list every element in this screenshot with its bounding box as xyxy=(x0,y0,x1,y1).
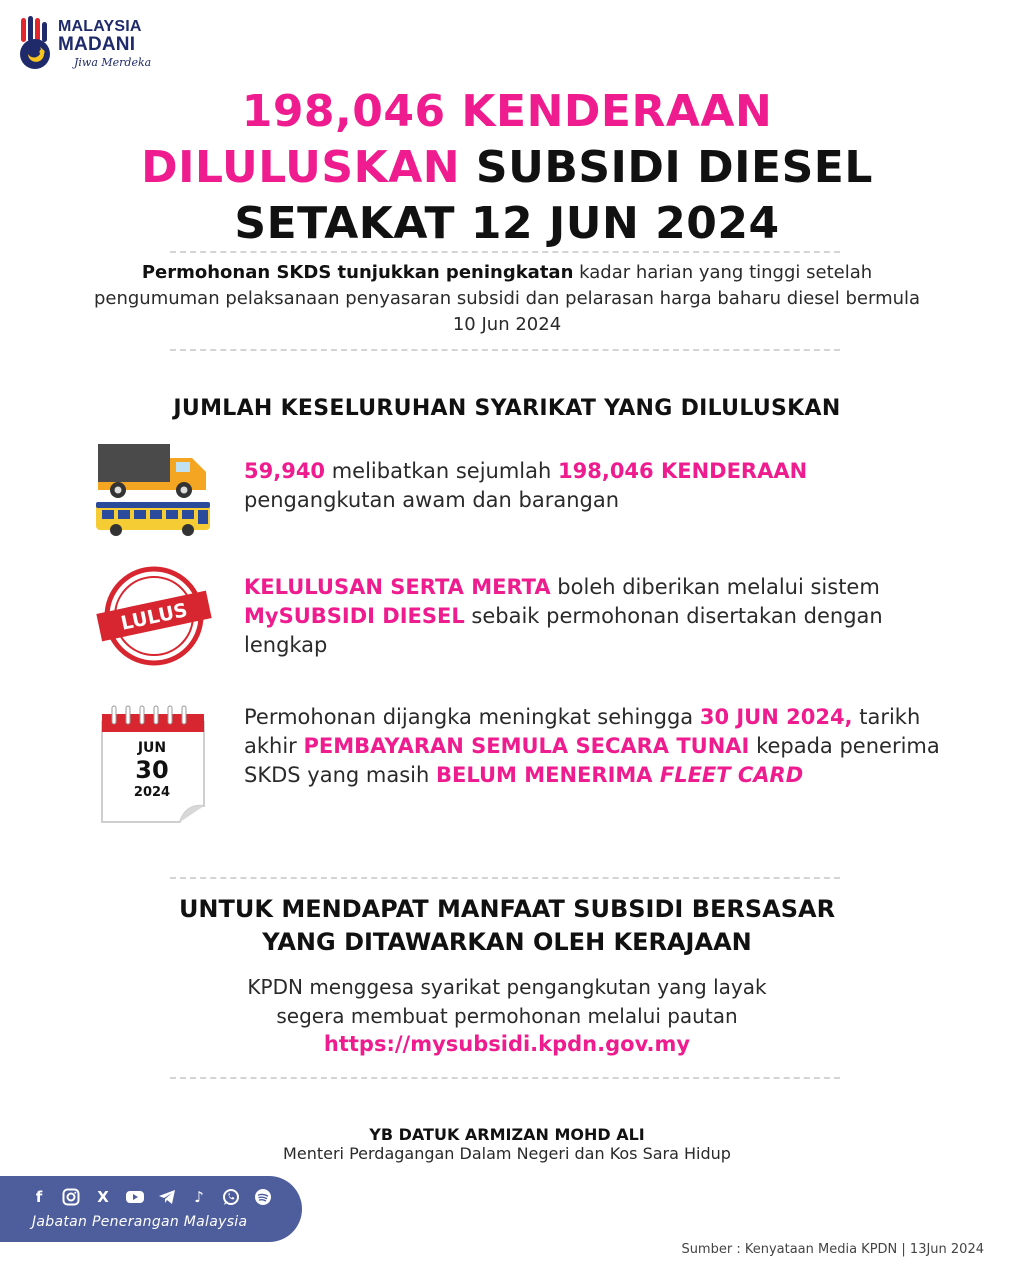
spotify-icon[interactable] xyxy=(252,1186,274,1208)
facebook-icon[interactable]: f xyxy=(35,1188,43,1206)
x-icon[interactable]: X xyxy=(97,1188,109,1206)
headline-line2-dark: SUBSIDI DIESEL xyxy=(460,142,873,193)
lulus-stamp-icon xyxy=(96,566,212,666)
logo-line-malaysia: MALAYSIA xyxy=(58,18,142,35)
logo-tagline: Jiwa Merdeka xyxy=(74,56,152,69)
section-title: JUMLAH KESELURUHAN SYARIKAT YANG DILULUSKAN xyxy=(173,396,841,421)
headline-line3: SETAKAT 12 JUN 2024 xyxy=(234,198,780,249)
item2-text-a: boleh diberikan melalui sistem xyxy=(550,575,880,599)
headline xyxy=(0,84,1014,252)
minister-role: Menteri Perdagangan Dalam Negeri dan Kos Sara Hidup xyxy=(283,1144,731,1163)
calendar-day: 30 xyxy=(135,756,169,784)
social-org-name: Jabatan Penerangan Malaysia xyxy=(32,1214,248,1230)
divider-bottom xyxy=(170,1077,840,1079)
item3-cash-refund: PEMBAYARAN SEMULA SECARA TUNAI xyxy=(303,734,750,758)
calendar-icon xyxy=(100,704,208,824)
item-approvals-text xyxy=(244,457,964,515)
minister-name: YB DATUK ARMIZAN MOHD ALI xyxy=(369,1125,645,1144)
headline-line1: 198,046 KENDERAAN xyxy=(241,86,773,137)
item-instant-approval-text xyxy=(244,573,964,660)
item3-text-b: tarikh akhir xyxy=(244,705,921,758)
instagram-icon[interactable] xyxy=(60,1186,82,1208)
cta-body-line2: segera membuat permohonan melalui pautan xyxy=(276,1004,738,1028)
item3-fleet-card: FLEET CARD xyxy=(659,763,804,787)
item2-highlight: KELULUSAN SERTA MERTA xyxy=(244,575,551,599)
source-note: Sumber : Kenyataan Media KPDN | 13Jun 2024 xyxy=(681,1242,984,1257)
intro-paragraph xyxy=(80,260,934,338)
item3-text-c: kepada penerima SKDS yang masih xyxy=(244,734,940,787)
tiktok-icon[interactable]: ♪ xyxy=(194,1188,204,1206)
logo-line-madani: MADANI xyxy=(58,34,136,55)
headline-line2-pink: DILULUSKAN xyxy=(141,142,461,193)
truck-bus-icon xyxy=(94,440,214,538)
social-icons xyxy=(28,1186,274,1208)
item1-count: 59,940 xyxy=(244,459,326,483)
divider-intro xyxy=(170,349,840,351)
cta-title-line2: YANG DITAWARKAN OLEH KERAJAAN xyxy=(262,928,752,956)
item1-vehicles: 198,046 KENDERAAN xyxy=(558,459,808,483)
stamp-label: LULUS xyxy=(118,599,190,635)
intro-bold: Permohonan SKDS tunjukkan peningkatan xyxy=(141,262,574,283)
item2-system: MySUBSIDI DIESEL xyxy=(244,604,465,628)
item3-not-received: BELUM MENERIMA xyxy=(435,763,660,787)
item1-text-b: pengangkutan awam dan barangan xyxy=(244,488,620,512)
item1-text-a: melibatkan sejumlah xyxy=(325,459,558,483)
divider-top xyxy=(170,251,840,253)
cta-body xyxy=(0,973,1014,1031)
item-deadline-text xyxy=(244,703,964,790)
item2-text-b: sebaik permohonan disertakan dengan lengkap xyxy=(244,604,883,657)
cta-title-line1: UNTUK MENDAPAT MANFAAT SUBSIDI BERSASAR xyxy=(178,895,836,923)
cta-title xyxy=(0,893,1014,959)
youtube-icon[interactable] xyxy=(124,1186,146,1208)
calendar-month: JUN xyxy=(137,740,167,756)
mysubsidi-link[interactable]: https://mysubsidi.kpdn.gov.my xyxy=(323,1032,691,1056)
social-bar xyxy=(0,1176,302,1242)
whatsapp-icon[interactable] xyxy=(220,1186,242,1208)
divider-cta xyxy=(170,877,840,879)
madani-hand-icon xyxy=(18,16,52,70)
telegram-icon[interactable] xyxy=(156,1186,178,1208)
cta-body-line1: KPDN menggesa syarikat pengangkutan yang layak xyxy=(247,975,767,999)
item3-date: 30 JUN 2024, xyxy=(699,705,853,729)
calendar-year: 2024 xyxy=(133,785,171,800)
item3-text-a: Permohonan dijangka meningkat sehingga xyxy=(244,705,700,729)
malaysia-madani-logo xyxy=(18,14,158,74)
intro-rest: kadar harian yang tinggi setelah pengumuman pelaksanaan penyasaran subsidi dan pelarasan harga baharu diesel bermula 10 Jun 2024 xyxy=(93,262,921,335)
